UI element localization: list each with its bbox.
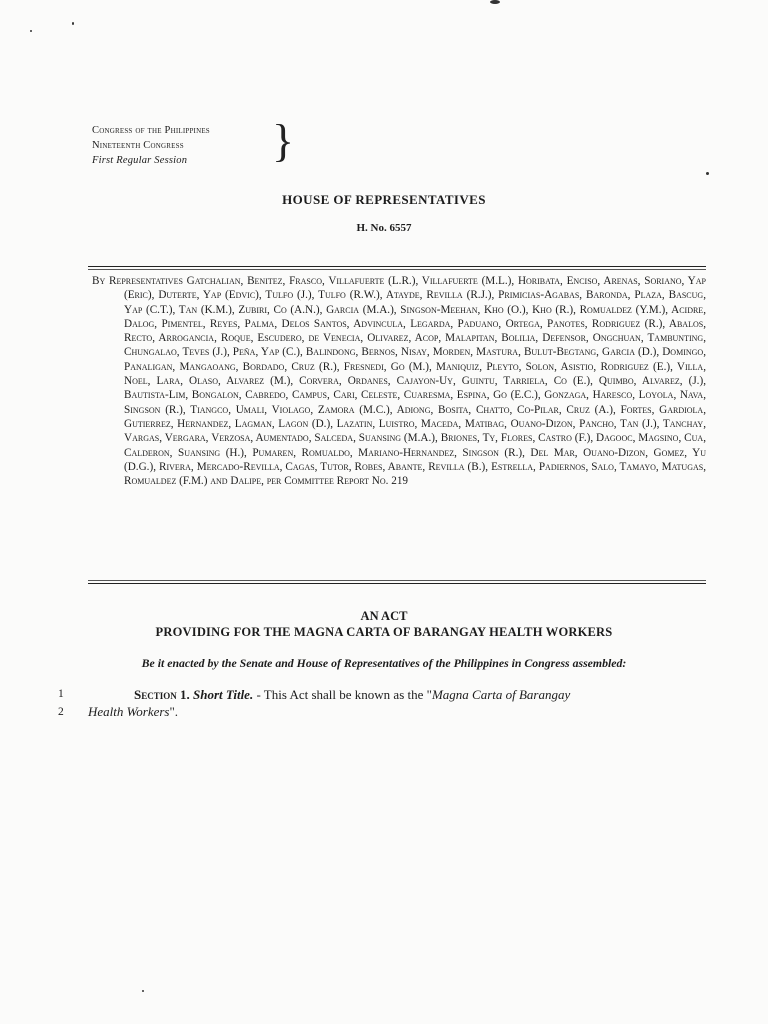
act-short-title-start: Magna Carta of Barangay (431, 687, 571, 702)
act-short-title-end: Health Workers (88, 704, 170, 719)
scan-speck (490, 0, 500, 4)
line-number: 2 (58, 706, 64, 718)
act-subtitle: PROVIDING FOR THE MAGNA CARTA OF BARANGAY HEALTH WORKERS (155, 625, 613, 639)
session-name: First Regular Session (92, 155, 188, 166)
congress-number: Nineteenth Congress (92, 140, 184, 151)
enacting-clause: Be it enacted by the Senate and House of Representatives of the Philippines in Congress assembled: (141, 656, 627, 670)
section-heading: Short Title. (193, 687, 254, 702)
scan-speck (30, 30, 32, 32)
act-title: AN ACT (360, 609, 408, 623)
bottom-rule-thin (88, 580, 706, 581)
line-number: 1 (58, 688, 64, 700)
section-1-line-2 (88, 704, 178, 720)
authors-list: By Representatives Gatchalian, Benitez, Frasco, Villafuerte (L.R.), Villafuerte (M.L.), Horibata, Enciso, Arenas, Soriano, Yap (Eric), Duterte, Yap (Edvic), Tulfo (J.), Tulfo (R.W.), Atayde, Revilla (R.J.), Primicias-Agabas, Baronda, Plaza, Bascug, Yap (C.T.), Tan (K.M.), Zubiri, Co (A.N.), Garcia (M.A.), Singson-Meehan, Kho (O.), Kho (R.), Romualdez (Y.M.), Acidre, Dalog, Pimentel, Reyes, Palma, Delos Santos, Advincula, Legarda, Paduano, Ortega, Panotes, Rodriguez (R.), Abalos, Recto, Arrogancia, Roque, Escudero, de Venecia, Olivarez, Acop, Malapitan, Bolilia, Defensor, Ongchuan, Tambunting, Chungalao, Teves (J.), Peña, Yap (C.), Balindong, Bernos, Nisay, Morden, Mastura, Bulut-Begtang, Garcia (D.), Domingo, Panaligan, Mangaoang, Bordado, Cruz (R.), Fresnedi, Go (M.), Maniquiz, Pleyto, Solon, Asistio, Rodriguez (E.), Villa, Noel, Lara, Olaso, Alvarez (M.), Corvera, Ordanes, Cajayon-Uy, Guintu, Tarriela, Co (E.), Quimbo, Alvarez, (J.), Bautista-Lim, Bongalon, Cabredo, Campus, Cari, Celeste, Cuaresma, Espina, Go (E.C.), Gonzaga, Haresco, Loyola, Nava, Singson (R.), Tiangco, Umali, Violago, Zamora (M.C.), Adiong, Bosita, Chatto, Co-Pilar, Cruz (A.), Fortes, Gardiola, Gutierrez, Hernandez, Lagman, Lagon (D.), Lazatin, Luistro, Maceda, Matibag, Ouano-Dizon, Pancho, Tan (J.), Tanchay, Vargas, Vergara, Verzosa, Aumentado, Salceda, Suansing (M.A.), Briones, Ty, Flores, Castro (F.), Dagooc, Magsino, Cua, Calderon, Suansing (H.), Pumaren, Romualdo, Mariano-Hernandez, Singson (R.), Del Mar, Ouano-Dizon, Gomez, Yu (D.G.), Rivera, Mercado-Revilla, Cagas, Tutor, Robes, Abante, Revilla (B.), Estrella, Padiernos, Salo, Tamayo, Matugas, Romualdez (F.M.) and Dalipe, per Committee Report No. 219 (92, 275, 706, 488)
top-rule (88, 266, 706, 267)
bill-number: H. No. 6557 (356, 222, 412, 234)
bottom-rule (88, 583, 706, 584)
house-title: HOUSE OF REPRESENTATIVES (282, 192, 486, 207)
curly-brace-icon: } (272, 115, 295, 166)
scan-speck (72, 22, 74, 25)
section-label: Section 1. (134, 687, 190, 702)
scan-speck (706, 172, 709, 175)
section-text-end: ". (169, 704, 179, 719)
top-rule-thin (88, 269, 706, 270)
scan-speck (142, 990, 144, 992)
congress-name: Congress of the Philippines (92, 125, 210, 136)
section-text: - This Act shall be known as the " (253, 687, 432, 702)
section-1-line (134, 687, 714, 703)
